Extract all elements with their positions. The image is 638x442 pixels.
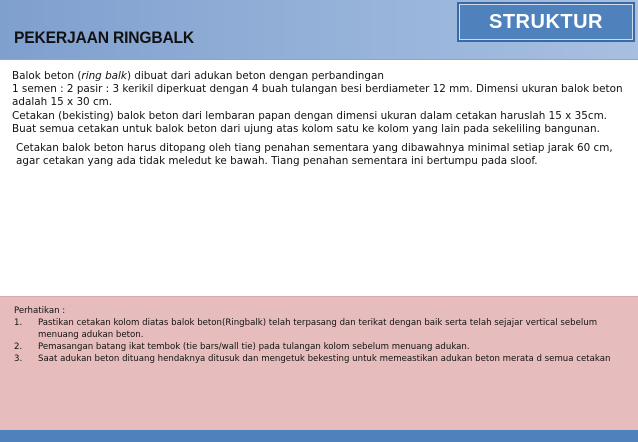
note-item-number: 3. [14,354,23,364]
note-list [14,317,624,365]
paragraph-1-italic: ring balk [81,70,127,82]
note-item [14,317,624,341]
note-item-number: 1. [14,318,23,328]
note-item-text: Saat adukan beton dituang hendaknya ditusuk dan mengetuk bekesting untuk memeastikan adukan beton merata d semua cetakan [38,354,611,364]
paragraph-1 [12,70,634,136]
paragraph-1-rest: ) dibuat dari adukan beton dengan perbandingan [126,70,384,82]
note-content [14,305,624,365]
note-item-text: Pastikan cetakan kolom diatas balok beton(Ringbalk) telah terpasang dan terikat dengan baik serta telah sejajar vertical sebelum menuang adukan beton. [38,318,598,340]
paragraph-1-line-2: Cetakan (bekisting) balok beton dari lembaran papan dengan dimensi ukuran dalam cetakan haruslah 15 x 35cm. [12,109,607,122]
note-box [0,296,638,431]
note-item [14,353,624,365]
paragraph-1-lead: Balok beton ( [12,70,82,82]
note-item-number: 2. [14,342,23,352]
section-badge [457,2,635,42]
header-divider [0,59,638,60]
paragraph-1-line-3: Buat semua cetakan untuk balok beton dari ujung atas kolom satu ke kolom yang lain pada sekeliling bangunan. [12,122,600,135]
note-item [14,341,624,353]
page-title: PEKERJAAN RINGBALK [14,28,195,47]
section-badge-label: STRUKTUR [489,10,603,33]
footer-band [0,430,638,442]
note-heading: Perhatikan : [14,306,66,316]
note-item-text: Pemasangan batang ikat tembok (tie bars/wall tie) pada tulangan kolom sebelum menuang adukan. [38,342,470,352]
paragraph-2: Cetakan balok beton harus ditopang oleh tiang penahan sementara yang dibawahnya minimal setiap jarak 60 cm, agar cetakan yang ada tidak meledut ke bawah. Tiang penahan sementara ini bertumpu pada sloof. [16,142,613,168]
paragraph-1-line-1: 1 semen : 2 pasir : 3 kerikil diperkuat dengan 4 buah tulangan besi berdiameter 12 mm. Dimensi ukuran balok beton adalah 15 x 30 cm. [12,83,623,109]
main-content [12,70,634,168]
